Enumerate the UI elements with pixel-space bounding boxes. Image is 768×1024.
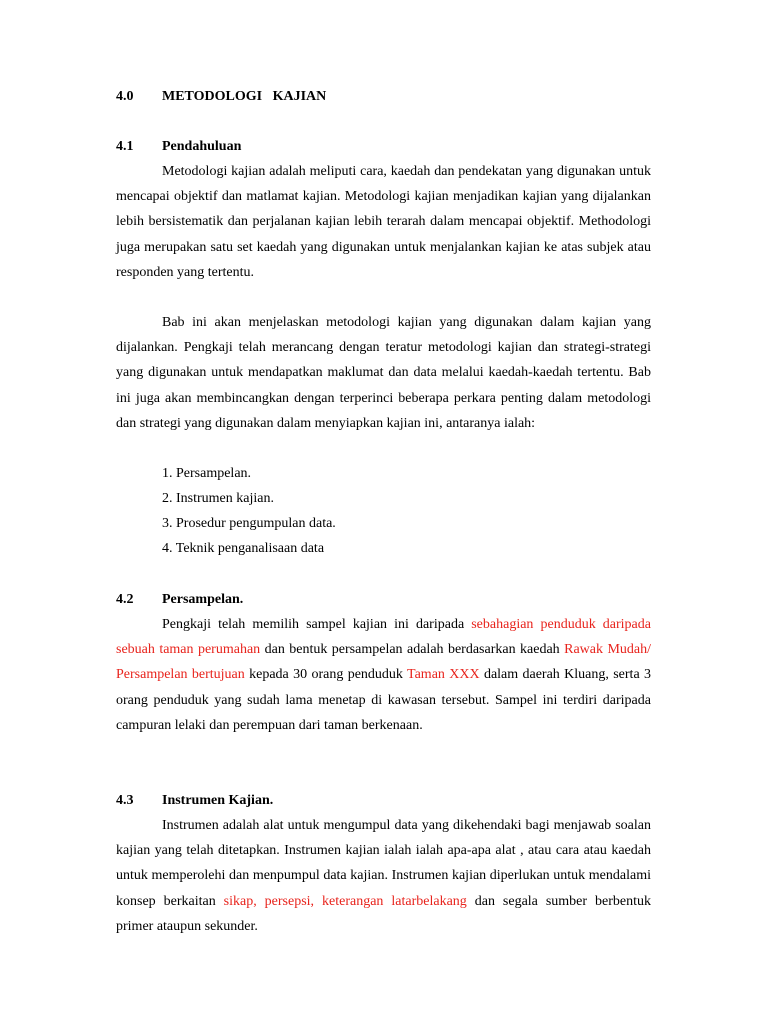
paragraph-4-2 <box>116 612 651 738</box>
section-title: Pendahuluan <box>162 139 242 154</box>
text-run: dan bentuk persampelan adalah berdasarkan kaedah <box>260 642 565 658</box>
highlighted-text: Rawak Mudah/ Persampelan bertujuan <box>116 642 651 683</box>
text-run: dalam daerah Kluang, serta 3 orang penduduk yang sudah lama menetap di kawasan tersebut. Sampel ini terdiri daripada campuran lelaki dan perempuan dari taman berkenaan. <box>116 667 652 733</box>
text-run: Pengkaji telah memilih sampel kajian ini daripada <box>162 617 472 632</box>
section-heading-4-1 <box>116 137 241 157</box>
list-item: 1. Persampelan. <box>162 466 252 481</box>
highlighted-text: sikap, persepsi, keterangan latarbelakang <box>223 893 467 909</box>
paragraph-text: Metodologi kajian adalah meliputi cara, kaedah dan pendekatan yang digunakan untuk mencapai objektif dan matlamat kajian. Metodologi kajian menjadikan kajian yang dijalankan lebih bersistematik dan perjalanan kajian lebih terarah dalam mencapai objektif. Methodologi juga merupakan satu set kaedah yang digunakan untuk menjalankan kajian ke atas subjek atau responden yang tertentu. <box>116 164 651 280</box>
text-run: dan segala sumber berbentuk primer ataupun sekunder. <box>116 893 651 934</box>
section-number: 4.2 <box>116 592 134 607</box>
section-number: 4.1 <box>116 139 134 154</box>
section-title: Persampelan. <box>162 592 244 607</box>
list-item: 4. Teknik penganalisaan data <box>162 541 325 556</box>
highlighted-text: sebahagian penduduk daripada sebuah taman perumahan <box>116 617 651 658</box>
text-run: kepada 30 orang penduduk <box>244 667 408 683</box>
paragraph-4-1-chapter <box>116 310 651 436</box>
list-item: 2. Instrumen kajian. <box>162 491 274 506</box>
section-number: 4.3 <box>116 793 134 808</box>
chapter-number: 4.0 <box>116 89 134 104</box>
highlighted-text: Taman XXX <box>407 667 480 683</box>
list-item: 3. Prosedur pengumpulan data. <box>162 516 336 531</box>
paragraph-text: Bab ini akan menjelaskan metodologi kajian yang digunakan dalam kajian yang dijalankan. Pengkaji telah merancang dengan teratur metodologi kajian dan strategi-strategi yang digunakan untuk mendapatkan maklumat dan data melalui kaedah-kaedah tertentu. Bab ini juga akan membincangkan dengan terperinci beberapa perkara penting dalam metodologi dan strategi yang digunakan dalam menyiapkan kajian ini, antaranya ialah: <box>116 315 651 431</box>
section-heading-4-3 <box>116 791 273 811</box>
chapter-heading <box>116 87 326 107</box>
paragraph-4-3 <box>116 813 651 939</box>
method-list <box>162 461 336 561</box>
text-run: Instrumen adalah alat untuk mengumpul data yang dikehendaki bagi menjawab soalan kajian yang telah ditetapkan. Instrumen kajian ialah ialah apa-apa alat , atau cara atau kaedah untuk memperolehi dan menpumpul data kajian. Instrumen kajian diperlukan untuk mendalami konsep berkaitan <box>116 818 651 909</box>
section-heading-4-2 <box>116 590 243 610</box>
paragraph-4-1-intro <box>116 159 651 285</box>
section-title: Instrumen Kajian. <box>162 793 274 808</box>
chapter-title: METODOLOGI KAJIAN <box>162 89 327 104</box>
